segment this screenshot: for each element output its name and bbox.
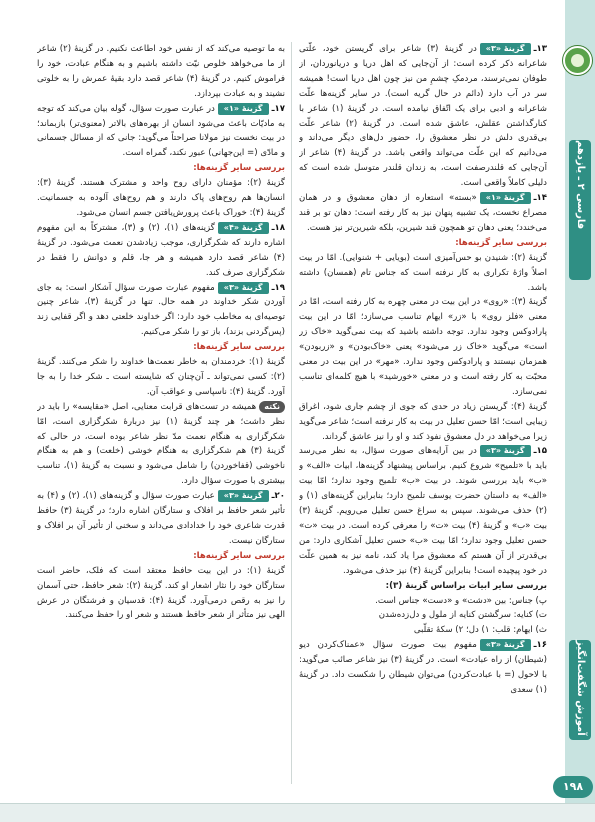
answer-item	[299, 638, 547, 698]
question-number: ۱۸ـ	[271, 222, 285, 233]
answer-badge: گزینهٔ «۳»	[218, 490, 269, 502]
answer-column-left	[37, 42, 285, 784]
book-tab-label: آموزش شگفت‌انگیز	[575, 640, 586, 736]
question-number: ۱۳ـ	[533, 44, 547, 54]
paragraph: گزینهٔ (۱): خردمندان به خاطر نعمت‌ها خداوند را شکر می‌کنند. گزینهٔ (۲): کسی نمی‌تواند ـ آن‌چنان که شایسته است ـ شکر خدا را به جا آورد. گزینهٔ (۴): ناسپاسی و عواقب آن.	[37, 357, 285, 397]
paragraph: گزینهٔ (۲): مؤمنان دارای روح واحد و مشترک هستند. گزینهٔ (۳): انسان‌ها هم روح‌های پاک دارند و هم روح‌های آلوده به جسمانیت. گزینهٔ (۴): خوراک باعث پرورش‌یافتن جسم انسان می‌شود.	[37, 178, 285, 218]
answer-text: مفهوم بیت صورت سؤال «عمناک‌کردن دیو (شیطان) از راه عبادت» است. در گزینهٔ (۳) نیز شاعر صائب می‌گوید: با لاحول (= با عبادت‌کردن) می‌توان شیطان را شکست داد. در گزینهٔ (۱) سعدی	[299, 640, 547, 695]
note-text: همیشه در تست‌های قرابت معنایی، اصل «مقایسه» را باید در نظر داشت؛ هر چند گزینهٔ (۱) نیز دربارهٔ شکرگزاری است، امّا شکرگزاری به هنگام نعمت مدّ نظر شاعر بوده است، در حالی که گزینهٔ (۳) هم شکرگزاری به هنگام خوشی (خلعت) و هم به هنگام ناخوشی (قفاخوردن) را شامل می‌شود و نسبت به گزینهٔ (۱)، تناسب بیشتری با صورت سؤال دارد.	[37, 401, 285, 487]
answer-text: عبارت صورت سؤال و گزینه‌های (۱)، (۲) و (۴) به تأثیر شعر حافظ بر افلاک و ستارگان اشاره دارد؛ در گزینهٔ (۳) حافظ قدرت شاعری خود را خدادادی می‌داند و سخنی از تأثیر آن بر افلاک و ستارگان نیست.	[37, 491, 285, 546]
column-divider	[291, 42, 292, 784]
paragraph: ث) ایهام: قلب: ۱) دل؛ ۲) سکهٔ تقلّبی	[413, 625, 547, 636]
bold-heading: بررسی سایر ابیات براساس گزینهٔ (۳):	[385, 580, 547, 591]
sub-heading: بررسی سایر گزینه‌ها:	[193, 163, 285, 174]
answer-badge: گزینهٔ «۱»	[480, 192, 531, 204]
question-number: ۲۰ـ	[271, 491, 285, 502]
answer-text: در بین آرایه‌های صورت سؤال، به نظر می‌رسد باید با «تلمیح» شروع کنیم. براساس پیشنهاد گزینه‌ها، ابیات «الف» و «ب» باید بررسی شوند. در بیت «ب» تلمیح وجود ندارد؛ امّا بیت «الف» به داستان حضرت یوسف تلمیح دارد؛ بنابراین گزینه‌های (۱) و (۲) حذف می‌شوند. سپس به سراغ حسن تعلیل می‌رویم. گزینهٔ (۳) بیت «ب» و گزینهٔ (۴) بیت «ت» را معرفی کرده است. در بیت «ت» حسن تعلیل وجود ندارد؛ امّا بیت «ب» حسن تعلیل آشکاری دارد: من بی‌قدرتر از آن هستم که معشوق مرا یاد کند، نامه نیز به همین علّت در خود پیچیده است! بنابراین گزینهٔ (۴) نیز حذف می‌شود.	[299, 446, 547, 576]
paragraph: گزینهٔ (۱): در این بیت حافظ معتقد است که فلک، حاضر است ستارگان خود را نثار اشعار او کند. گزینهٔ (۲): شعر حافظ، حتی آسمان را نیز به رقص درمی‌آورد. گزینهٔ (۴): قدسیان و فرشتگان در عرش الهی نیز متأثر از شعر حافظ هستند و شعر او را حفظ می‌کنند.	[37, 565, 285, 621]
answer-item	[299, 191, 547, 236]
subject-tab	[569, 140, 591, 280]
page-number: ۱۹۸	[553, 776, 593, 798]
answer-item	[37, 489, 285, 549]
answer-item	[37, 102, 285, 162]
answer-column-right	[299, 42, 547, 784]
answer-badge: گزینهٔ «۳»	[480, 445, 531, 457]
answer-text: «بسته» استعاره از دهان معشوق و در همان مصراع نخست، یک تشبیه پنهان نیز به کار رفته است: دهان تو بر قند می‌خندد؛ یعنی دهان تو همچون قند شیرین، بلکه شیرین‌تر نیز هست.	[299, 193, 547, 233]
answer-text: مفهوم عبارت صورت سؤال آشکار است: به جای آوردن شکر خداوند در همه حال. تنها در گزینهٔ (۳)، شاعر چنین توصیه‌ای به مخاطب خود دارد: اگر خداوند خلعتی دهد و اگر قفایی زند (پس‌گردنی بزند)، باز تو را شکر می‌کنیم.	[37, 282, 285, 338]
answer-item	[37, 221, 285, 281]
sub-heading: بررسی سایر گزینه‌ها:	[193, 550, 285, 561]
question-number: ۱۴ـ	[533, 193, 547, 204]
paragraph: گزینهٔ (۴): گریستن زیاد در حدی که جوی از چشم جاری شود، اغراق زیبایی است؛ امّا حسن تعلیل در بیت به کار نرفته است؛ شاعر می‌گوید زیرا می‌خواهد در دل معشوق نفوذ کند و او را نیز عاشق گرداند.	[299, 401, 547, 442]
answer-item	[299, 42, 547, 191]
answer-text: در گزینهٔ (۳) شاعر برای گریستن خود، علّتی شاعرانه ذکر کرده است: از آن‌جایی که اهل دریا و دریانوردان، از طوفان نمی‌ترسند، مردمکِ چشمِ من نیز چون اهل دریا است! همیشه سر در آب دارد (دائم در حال گریه است). در سایر گزینه‌ها علّت شاعرانه و ادبی برای یک اتّفاق نیامده است. در گزینهٔ (۱) شاعر با کنارگذاشتن عقلش، عاشق شده است. در گزینهٔ (۲) شاعر علّت بی‌قدری دلش در نظر معشوق را، حضور دل‌های دیگر می‌داند و می‌دانیم که این علّت می‌تواند واقعی باشد. در گزینهٔ (۴) شاعر از آن‌جایی که قلندرصفت است، به زندان قلندر متوسل شده است که دلیلی کاملاً واقعی است.	[299, 44, 547, 189]
paragraph: ت) کنایه: سرگشتن کنایه از ملول و دل‌زده‌شدن	[378, 610, 547, 621]
question-number: ۱۹ـ	[271, 282, 285, 293]
answer-badge: گزینهٔ «۳»	[218, 282, 269, 294]
question-number: ۱۷ـ	[271, 103, 285, 114]
question-number: ۱۵ـ	[533, 446, 547, 457]
sub-heading: بررسی سایر گزینه‌ها:	[193, 342, 285, 353]
book-tab	[569, 640, 591, 740]
paragraph: پ) جناس: بین «دشت» و «دست» جناس است.	[375, 595, 547, 606]
question-number: ۱۶ـ	[533, 640, 547, 651]
answer-text: گزینه‌های (۱)، (۲) و (۳)، مشترکاً به این مفهوم اشاره دارند که شکرگزاری، موجب زیادشدن نعمت می‌شود. در گزینهٔ (۴) شاعر قصد دارد همیشه و هر جا، قلم و دوانش را فقط در شکرگزاری صرف کند.	[37, 222, 285, 278]
bottom-band	[0, 803, 595, 822]
answer-badge: گزینهٔ «۳»	[480, 639, 531, 651]
sub-heading: بررسی سایر گزینه‌ها:	[455, 237, 547, 248]
note-badge: نکته	[259, 401, 285, 413]
answer-text: در عبارت صورت سؤال، گوله بیان می‌کند که توجه به مادیّات باعث می‌شود انسان از بهره‌های بالاتر (معنوی‌تر) بازبماند؛ در بیت نخست نیز مولانا صراحتاً می‌گوید: جانی که از مسائل جسمانی و مادّی (= این‌جهانی) عبور نکند، گمراه است.	[37, 103, 285, 159]
paragraph: به ما توصیه می‌کند که از نفس خود اطاعت نکنیم. در گزینهٔ (۲) شاعر از ما می‌خواهد خلوص نیّت داشته باشیم و به هنگام عبادت، خود را فراموش کنیم. در گزینهٔ (۴) شاعر قصد دارد بقیهٔ عمرش را به خلوتی نشیند و به عبادت بپردازد.	[37, 44, 285, 99]
note-item	[37, 400, 285, 489]
paragraph: گزینهٔ (۳): «روی» در این بیت در معنی چهره به کار رفته است، امّا در معنی «فلز روی» با «زر» ایهام تناسب می‌سازد؛ امّا در این بیت پارادوکس وجود ندارد. توجه داشته باشید که بیت نمی‌گوید «خاک زر است» می‌گوید «خاک زر می‌شود» یعنی «خاک‌بودن» و «زربودن» همزمان نیستند و پارادوکس وجود ندارد. «مهر» در این بیت در معنی محبّت به کار رفته است و در معنی «خورشید» با هیچ کلمه‌ای تناسب نمی‌سازد.	[299, 297, 547, 397]
subject-tab-label: فارسی ۲ ـ یازدهم	[575, 140, 586, 230]
publisher-logo-icon	[563, 46, 592, 75]
answer-badge: گزینهٔ «۱»	[218, 103, 269, 115]
answer-item	[299, 444, 547, 578]
answer-badge: گزینهٔ «۴»	[218, 222, 269, 234]
paragraph: گزینهٔ (۲): شنیدن بو حس‌آمیزی است (بویایی + شنوایی). امّا در بیت اصلاً واژهٔ تکراری به کار نرفته است که جناس تام (همسان) داشته باشد.	[299, 252, 547, 293]
answer-badge: گزینهٔ «۳»	[480, 43, 531, 55]
answer-item	[37, 281, 285, 341]
